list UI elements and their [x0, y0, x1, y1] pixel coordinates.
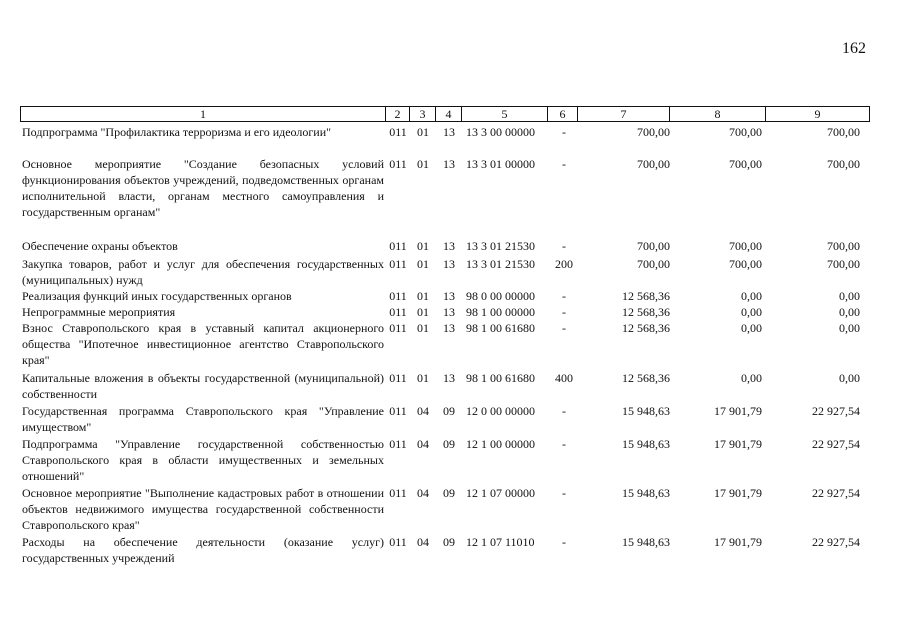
row-amount-9: 0,00 [839, 371, 860, 385]
row-code-3: 01 [417, 321, 429, 335]
row-amount-8: 17 901,79 [714, 437, 762, 451]
row-code-5: 98 1 00 61680 [466, 371, 535, 385]
row-code-3: 01 [417, 239, 429, 253]
row-code-3: 04 [417, 535, 429, 549]
row-amount-8: 17 901,79 [714, 404, 762, 418]
row-code-2: 011 [389, 289, 407, 303]
row-amount-8: 700,00 [729, 239, 762, 253]
row-code-4: 13 [443, 371, 455, 385]
row-code-3: 04 [417, 404, 429, 418]
row-code-4: 13 [443, 125, 455, 139]
header-col-2: 2 [386, 106, 410, 122]
header-col-9: 9 [766, 106, 870, 122]
row-amount-8: 17 901,79 [714, 486, 762, 500]
row-amount-7: 12 568,36 [622, 371, 670, 385]
row-code-5: 12 1 07 00000 [466, 486, 535, 500]
row-amount-7: 700,00 [637, 239, 670, 253]
row-code-5: 13 3 01 21530 [466, 239, 535, 253]
row-code-5: 13 3 01 00000 [466, 157, 535, 171]
row-amount-7: 15 948,63 [622, 437, 670, 451]
header-col-5: 5 [462, 106, 548, 122]
row-code-6: - [562, 289, 566, 303]
row-code-6: - [562, 157, 566, 171]
row-amount-9: 700,00 [827, 125, 860, 139]
row-code-6: - [562, 125, 566, 139]
header-col-7: 7 [578, 106, 670, 122]
row-code-3: 01 [417, 257, 429, 271]
row-code-2: 011 [389, 437, 407, 451]
row-amount-8: 700,00 [729, 257, 762, 271]
row-code-3: 01 [417, 371, 429, 385]
row-amount-7: 15 948,63 [622, 404, 670, 418]
row-amount-7: 700,00 [637, 157, 670, 171]
row-amount-8: 17 901,79 [714, 535, 762, 549]
row-code-2: 011 [389, 535, 407, 549]
row-amount-9: 22 927,54 [812, 486, 860, 500]
row-amount-7: 12 568,36 [622, 305, 670, 319]
row-code-3: 01 [417, 289, 429, 303]
row-amount-8: 700,00 [729, 157, 762, 171]
row-code-2: 011 [389, 125, 407, 139]
row-amount-8: 0,00 [741, 305, 762, 319]
row-code-4: 09 [443, 437, 455, 451]
row-amount-7: 700,00 [637, 125, 670, 139]
row-amount-7: 700,00 [637, 257, 670, 271]
row-code-5: 12 1 07 11010 [466, 535, 535, 549]
row-code-5: 98 1 00 61680 [466, 321, 535, 335]
row-code-2: 011 [389, 486, 407, 500]
row-code-5: 13 3 01 21530 [466, 257, 535, 271]
header-col-8: 8 [670, 106, 766, 122]
row-code-5: 98 1 00 00000 [466, 305, 535, 319]
header-col-4: 4 [436, 106, 462, 122]
row-code-6: - [562, 305, 566, 319]
row-code-2: 011 [389, 371, 407, 385]
row-code-6: 200 [555, 257, 573, 271]
row-code-3: 01 [417, 125, 429, 139]
row-code-2: 011 [389, 157, 407, 171]
row-name: Государственная программа Ставропольского края "Управление имуществом" [22, 404, 384, 434]
row-amount-9: 0,00 [839, 289, 860, 303]
header-col-3: 3 [410, 106, 436, 122]
row-code-5: 98 0 00 00000 [466, 289, 535, 303]
row-amount-9: 22 927,54 [812, 437, 860, 451]
row-code-2: 011 [389, 305, 407, 319]
row-name: Основное мероприятие "Создание безопасных условий функционирования объектов учреждений, подведомственных органам исполнительной власти, органам местного самоуправления и государственным органам" [22, 157, 384, 219]
row-amount-9: 22 927,54 [812, 535, 860, 549]
row-name: Непрограммные мероприятия [22, 305, 176, 319]
row-amount-9: 700,00 [827, 257, 860, 271]
row-code-4: 09 [443, 535, 455, 549]
row-code-6: - [562, 404, 566, 418]
row-code-3: 04 [417, 486, 429, 500]
row-amount-9: 22 927,54 [812, 404, 860, 418]
row-code-5: 13 3 00 00000 [466, 125, 535, 139]
row-amount-7: 15 948,63 [622, 535, 670, 549]
row-amount-7: 12 568,36 [622, 321, 670, 335]
row-code-6: - [562, 437, 566, 451]
row-code-4: 13 [443, 257, 455, 271]
header-col-6: 6 [548, 106, 578, 122]
row-amount-9: 0,00 [839, 305, 860, 319]
row-name: Обеспечение охраны объектов [22, 239, 178, 253]
row-code-4: 09 [443, 486, 455, 500]
row-name: Закупка товаров, работ и услуг для обеспечения государственных (муниципальных) нужд [22, 257, 384, 287]
row-name: Подпрограмма "Профилактика терроризма и его идеологии" [22, 125, 332, 139]
row-code-6: - [562, 321, 566, 335]
row-amount-9: 700,00 [827, 157, 860, 171]
row-code-6: - [562, 239, 566, 253]
row-name: Взнос Ставропольского края в уставный капитал акционерного общества "Ипотечное инвестиционное агентство Ставропольского края" [22, 321, 384, 367]
row-code-6: - [562, 486, 566, 500]
row-amount-7: 15 948,63 [622, 486, 670, 500]
row-code-3: 01 [417, 157, 429, 171]
row-amount-8: 0,00 [741, 371, 762, 385]
row-code-6: 400 [555, 371, 573, 385]
row-code-4: 13 [443, 239, 455, 253]
row-amount-9: 0,00 [839, 321, 860, 335]
row-name: Основное мероприятие "Выполнение кадастровых работ в отношении объектов недвижимого имущества государственной собственности Ставропольского края" [22, 486, 384, 532]
row-code-4: 13 [443, 305, 455, 319]
header-col-1: 1 [20, 106, 386, 122]
row-code-4: 13 [443, 157, 455, 171]
row-amount-8: 0,00 [741, 289, 762, 303]
row-code-4: 09 [443, 404, 455, 418]
row-code-5: 12 0 00 00000 [466, 404, 535, 418]
row-code-2: 011 [389, 257, 407, 271]
row-name: Капитальные вложения в объекты государственной (муниципальной) собственности [22, 371, 384, 401]
row-code-5: 12 1 00 00000 [466, 437, 535, 451]
row-name: Реализация функций иных государственных органов [22, 289, 292, 303]
row-code-2: 011 [389, 321, 407, 335]
row-amount-8: 0,00 [741, 321, 762, 335]
row-code-2: 011 [389, 239, 407, 253]
page-number: 162 [842, 40, 866, 57]
row-amount-8: 700,00 [729, 125, 762, 139]
row-amount-9: 700,00 [827, 239, 860, 253]
row-code-6: - [562, 535, 566, 549]
row-name: Подпрограмма "Управление государственной собственностью Ставропольского края в области имущественных и земельных отношений" [22, 437, 384, 483]
row-amount-7: 12 568,36 [622, 289, 670, 303]
row-code-3: 04 [417, 437, 429, 451]
row-code-2: 011 [389, 404, 407, 418]
row-code-4: 13 [443, 321, 455, 335]
row-code-3: 01 [417, 305, 429, 319]
row-code-4: 13 [443, 289, 455, 303]
row-name: Расходы на обеспечение деятельности (оказание услуг) государственных учреждений [22, 535, 384, 565]
